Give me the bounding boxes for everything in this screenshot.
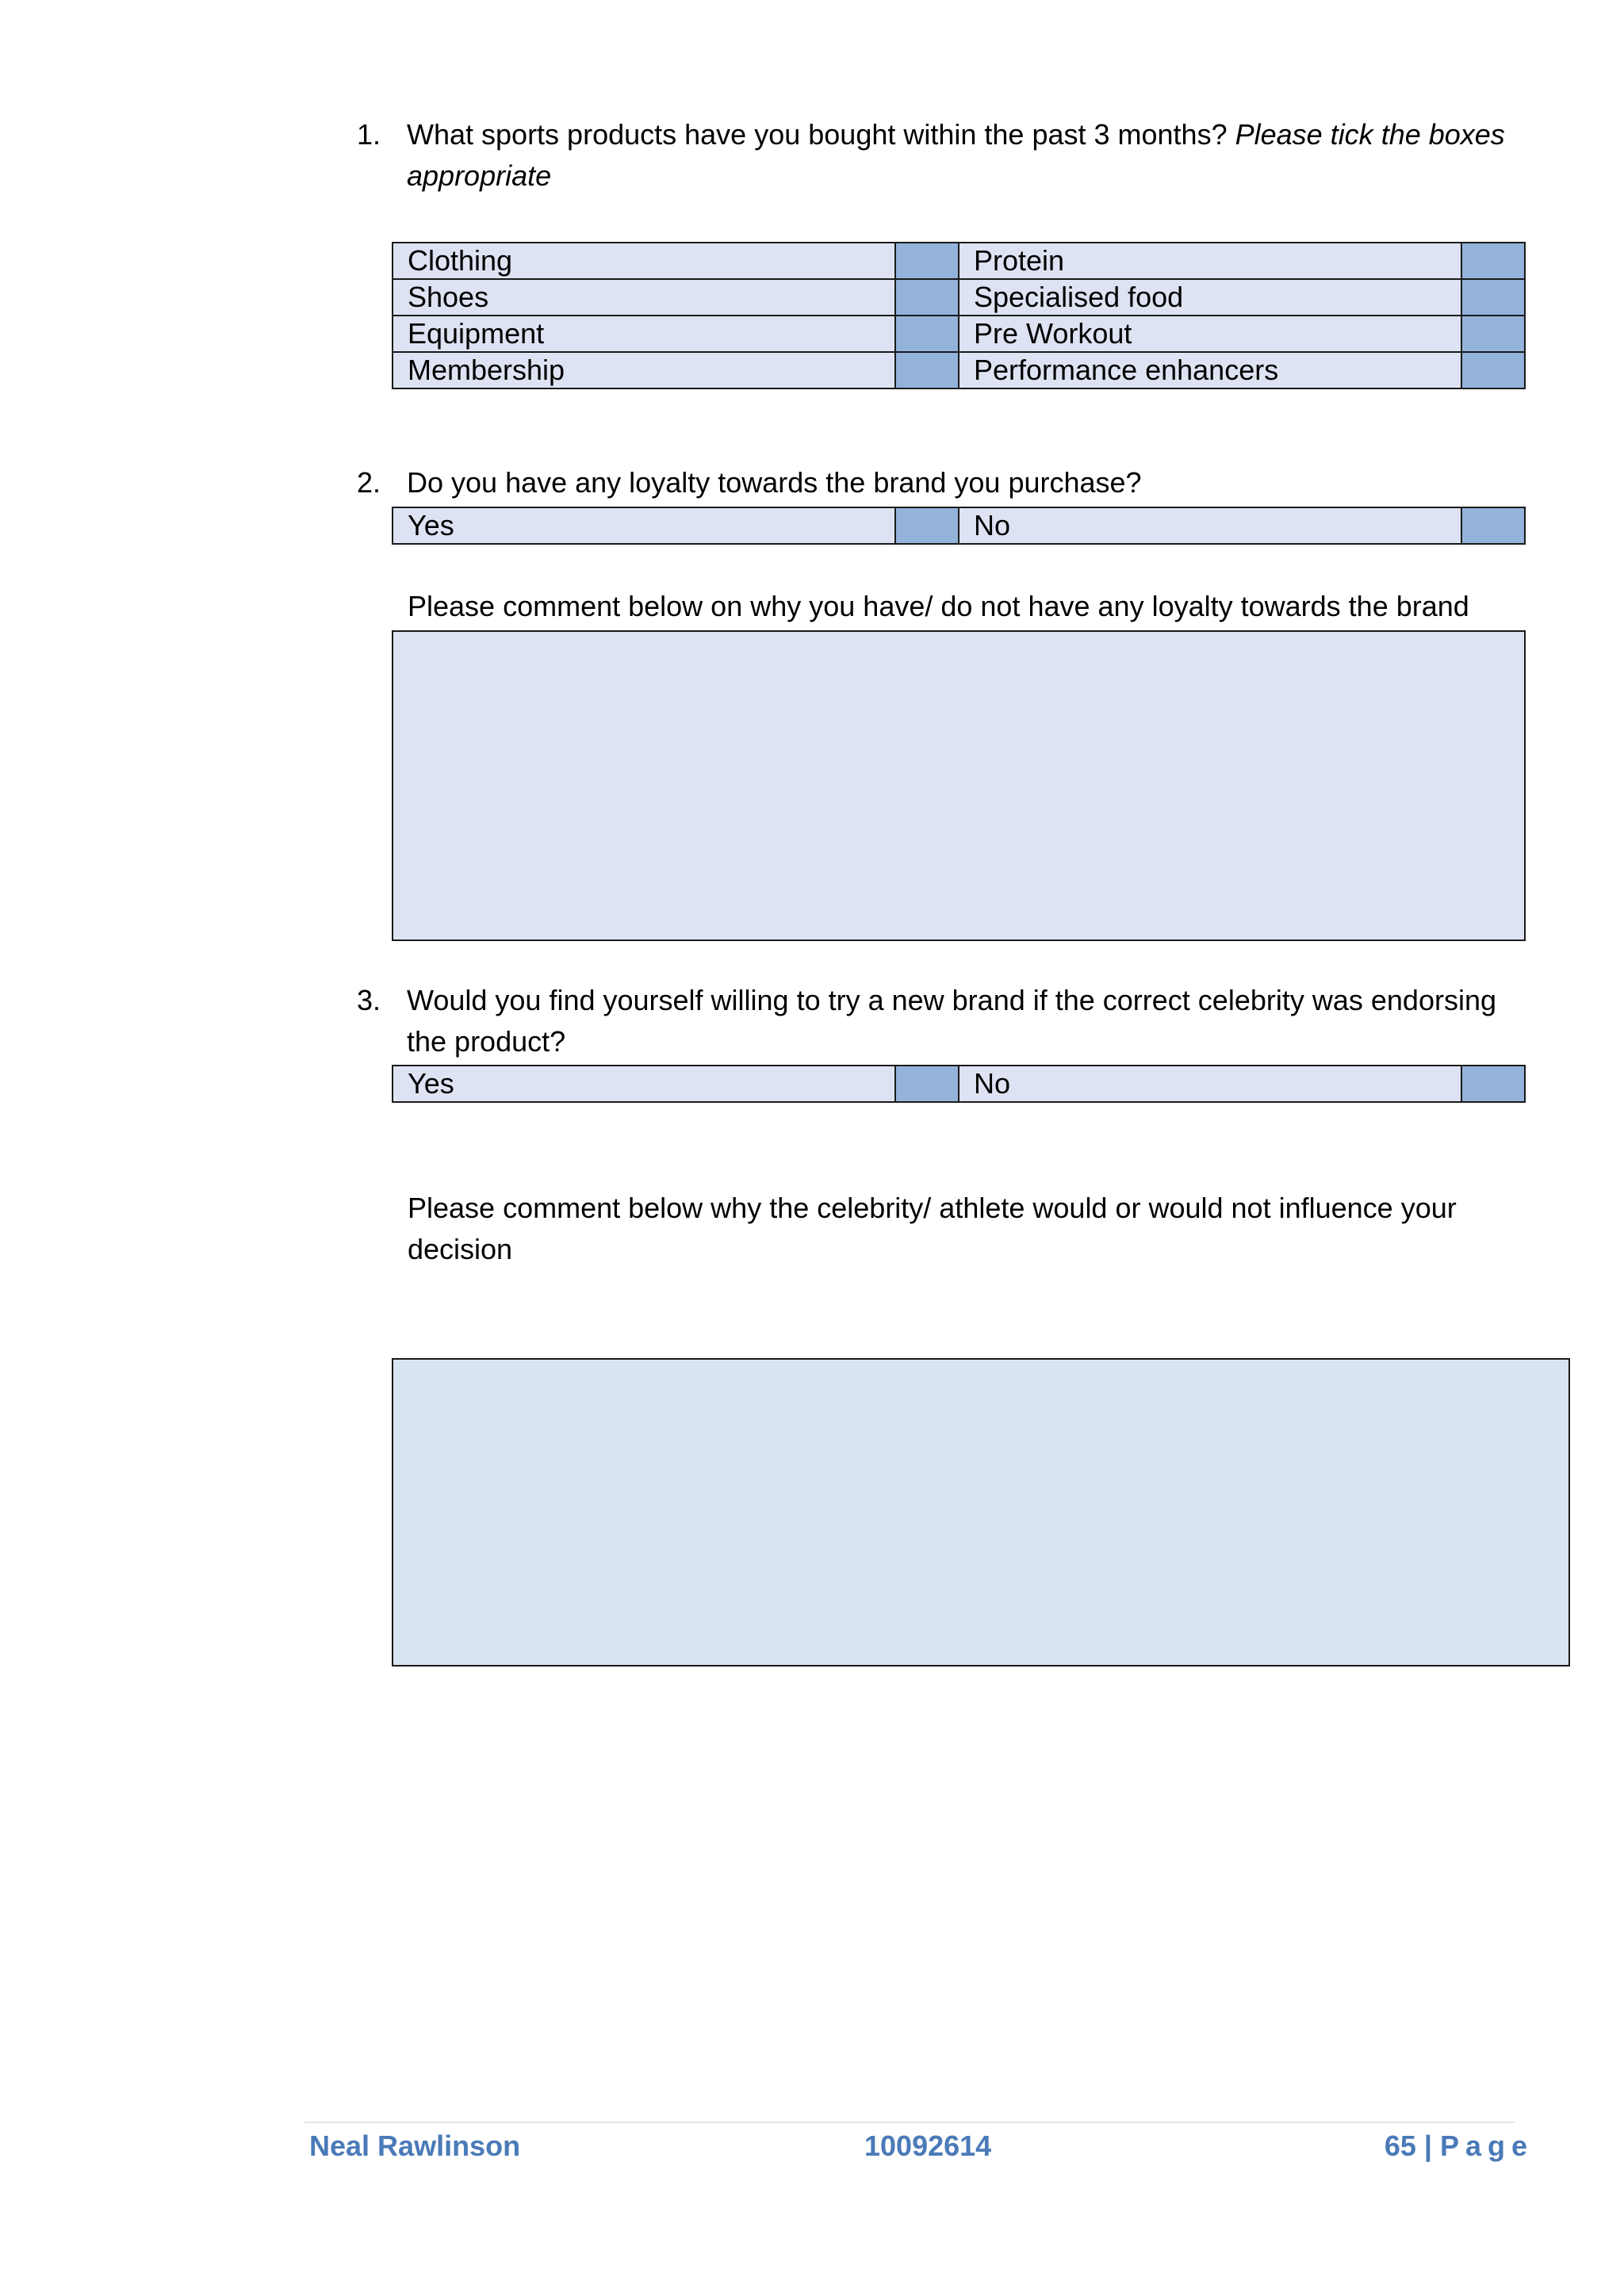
checkbox-protein[interactable] <box>1461 243 1525 279</box>
checkbox-no[interactable] <box>1461 507 1525 544</box>
question-3-options-table <box>392 1065 1526 1103</box>
page-number: 65 <box>1384 2130 1416 2162</box>
option-label-shoes: Shoes <box>393 279 895 316</box>
question-1-instruction: Please tick the boxes <box>1235 118 1505 151</box>
option-label-yes: Yes <box>393 1066 895 1102</box>
footer-divider <box>304 2122 1515 2123</box>
option-label-pre-workout: Pre Workout <box>959 316 1461 352</box>
checkbox-pre-workout[interactable] <box>1461 316 1525 352</box>
option-row <box>393 279 1525 316</box>
option-label-yes: Yes <box>393 507 895 544</box>
checkbox-equipment[interactable] <box>895 316 959 352</box>
option-row <box>393 316 1525 352</box>
checkbox-specialised-food[interactable] <box>1461 279 1525 316</box>
option-label-performance-enhancers: Performance enhancers <box>959 352 1461 388</box>
question-1-text <box>407 114 1505 155</box>
question-3-text-line2: the product? <box>407 1025 566 1058</box>
question-2-comment-prompt: Please comment below on why you have/ do not have any loyalty towards the brand <box>408 590 1469 622</box>
page-word: Page <box>1439 2130 1534 2162</box>
option-row <box>393 243 1525 279</box>
checkbox-yes[interactable] <box>895 1066 959 1102</box>
option-label-specialised-food: Specialised food <box>959 279 1461 316</box>
footer-student-id: 10092614 <box>864 2130 992 2162</box>
question-2-number: 2. <box>357 466 381 499</box>
option-label-clothing: Clothing <box>393 243 895 279</box>
option-row <box>393 507 1525 544</box>
option-row <box>393 1066 1525 1102</box>
question-2-comment-box[interactable] <box>392 630 1526 941</box>
question-3-text-line1: Would you find yourself willing to try a new brand if the correct celebrity was endorsing <box>407 984 1496 1016</box>
question-1-instruction-cont: appropriate <box>407 159 552 192</box>
question-3-comment-prompt-line1: Please comment below why the celebrity/ athlete would or would not influence your <box>408 1192 1457 1224</box>
question-1-options-table <box>392 242 1526 389</box>
checkbox-no[interactable] <box>1461 1066 1525 1102</box>
question-2-options-table <box>392 507 1526 545</box>
checkbox-clothing[interactable] <box>895 243 959 279</box>
option-label-no: No <box>959 507 1461 544</box>
page-separator: | <box>1415 2130 1440 2162</box>
option-label-equipment: Equipment <box>393 316 895 352</box>
option-label-membership: Membership <box>393 352 895 388</box>
footer-author: Neal Rawlinson <box>309 2130 521 2162</box>
checkbox-yes[interactable] <box>895 507 959 544</box>
question-3-comment-prompt-line2: decision <box>408 1233 513 1265</box>
question-1-text-cont <box>407 155 551 197</box>
checkbox-shoes[interactable] <box>895 279 959 316</box>
footer-page-number <box>1385 2129 1534 2164</box>
question-1-number: 1. <box>357 118 381 151</box>
question-3-number: 3. <box>357 984 381 1016</box>
question-2-text: Do you have any loyalty towards the brand you purchase? <box>407 466 1142 499</box>
checkbox-performance-enhancers[interactable] <box>1461 352 1525 388</box>
question-3-comment-box[interactable] <box>392 1358 1570 1667</box>
question-1-prompt: What sports products have you bought within the past 3 months? <box>407 118 1235 151</box>
option-label-no: No <box>959 1066 1461 1102</box>
checkbox-membership[interactable] <box>895 352 959 388</box>
option-row <box>393 352 1525 388</box>
option-label-protein: Protein <box>959 243 1461 279</box>
